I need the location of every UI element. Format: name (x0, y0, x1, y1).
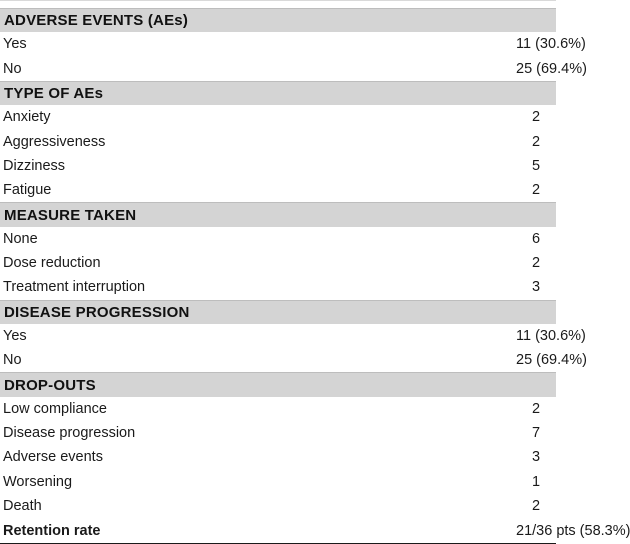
section-header-measure-taken (0, 202, 556, 226)
table-row (0, 348, 587, 372)
table-row (0, 445, 556, 469)
table-row (0, 251, 556, 275)
row-label: Aggressiveness (3, 133, 106, 150)
row-label: No (3, 60, 22, 77)
section-header-type-of-aes (0, 81, 556, 105)
row-value: 2 (531, 255, 541, 272)
row-label: Yes (3, 328, 27, 344)
row-value: 11 (30.6%) (516, 328, 586, 344)
table-row (0, 129, 556, 153)
table-row (0, 397, 556, 421)
section-header-adverse-events (0, 8, 556, 32)
section-title: MEASURE TAKEN (4, 206, 137, 224)
row-label: Dizziness (3, 157, 66, 174)
row-value: 2 (531, 133, 541, 150)
row-label: Worsening (3, 473, 73, 490)
row-value: 2 (531, 498, 541, 515)
table-row (0, 494, 556, 518)
row-label: Death (3, 498, 42, 515)
row-label: Anxiety (3, 109, 51, 126)
row-value: 2 (531, 182, 541, 199)
table-row (0, 57, 587, 81)
row-label: Disease progression (3, 425, 136, 442)
row-value: 25 (69.4%) (516, 60, 587, 77)
row-label: Fatigue (3, 182, 52, 199)
row-value: 25 (69.4%) (516, 352, 587, 369)
row-value: 11 (30.6%) (516, 36, 586, 53)
table-row (0, 105, 556, 129)
table-row (0, 154, 556, 178)
row-label: Yes (3, 36, 27, 53)
table-row (0, 421, 556, 445)
table-row (0, 32, 586, 56)
section-header-drop-outs (0, 372, 556, 396)
row-value: 3 (531, 279, 541, 296)
table-row (0, 227, 556, 251)
row-value: 2 (531, 109, 541, 126)
retention-rate-label: Retention rate (3, 522, 101, 539)
table-row (0, 470, 556, 494)
row-value: 7 (531, 425, 541, 442)
table-row (0, 324, 586, 348)
retention-rate-row (0, 518, 630, 544)
retention-rate-value: 21/36 pts (58.3%) (516, 522, 630, 539)
row-value: 1 (531, 473, 541, 490)
section-header-disease-progression (0, 300, 556, 324)
table-row (0, 275, 556, 299)
section-title: ADVERSE EVENTS (AEs) (4, 12, 189, 30)
section-title: TYPE OF AEs (4, 85, 104, 103)
section-title: DROP-OUTS (4, 376, 96, 394)
table-row (0, 178, 556, 202)
row-label: None (3, 230, 38, 247)
row-label: No (3, 352, 22, 369)
row-label: Adverse events (3, 449, 103, 466)
row-value: 6 (531, 230, 541, 247)
row-label: Treatment interruption (3, 279, 146, 296)
section-title: DISEASE PROGRESSION (4, 303, 190, 321)
row-value: 3 (531, 449, 541, 466)
row-value: 5 (531, 157, 541, 174)
row-label: Dose reduction (3, 255, 101, 272)
row-label: Low compliance (3, 400, 107, 417)
row-value: 2 (531, 400, 541, 417)
